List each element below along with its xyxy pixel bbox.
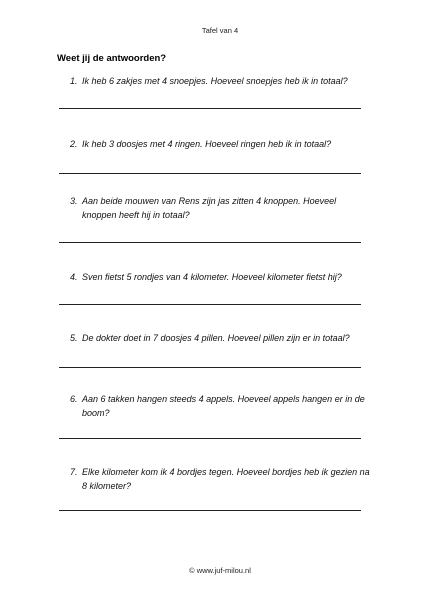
question-text: Elke kilometer kom ik 4 bordjes tegen. Hoeveel bordjes heb ik gezien na 8 kilometer? (82, 467, 370, 491)
answer-line-1[interactable] (59, 108, 361, 109)
question-number: 6. (70, 394, 78, 404)
question-1 (70, 74, 370, 88)
question-number: 1. (70, 76, 78, 86)
question-text: Sven fietst 5 rondjes van 4 kilometer. Hoeveel kilometer fietst hij? (82, 272, 342, 282)
question-3 (70, 194, 370, 222)
question-number: 4. (70, 272, 78, 282)
question-text: Ik heb 6 zakjes met 4 snoepjes. Hoeveel snoepjes heb ik in totaal? (82, 76, 348, 86)
question-number: 5. (70, 333, 78, 343)
question-4 (70, 270, 370, 284)
answer-line-3[interactable] (59, 242, 361, 243)
answer-line-7[interactable] (59, 510, 361, 511)
question-5 (70, 331, 370, 345)
question-text: Aan 6 takken hangen steeds 4 appels. Hoeveel appels hangen er in de boom? (82, 394, 365, 418)
answer-line-6[interactable] (59, 438, 361, 439)
question-number: 3. (70, 196, 78, 206)
answer-line-5[interactable] (59, 367, 361, 368)
answer-line-4[interactable] (59, 304, 361, 305)
section-title: Weet jij de antwoorden? (57, 53, 167, 64)
answer-line-2[interactable] (59, 173, 361, 174)
question-6 (70, 392, 370, 420)
question-number: 2. (70, 139, 78, 149)
question-text: Aan beide mouwen van Rens zijn jas zitten 4 knoppen. Hoeveel knoppen heeft hij in totaal? (82, 196, 337, 220)
question-7 (70, 465, 370, 493)
footer-copyright[interactable]: © www.juf-milou.nl (189, 566, 251, 575)
question-2 (70, 137, 370, 151)
page-header-title: Tafel van 4 (201, 26, 239, 35)
question-text: De dokter doet in 7 doosjes 4 pillen. Hoeveel pillen zijn er in totaal? (82, 333, 350, 343)
question-number: 7. (70, 467, 78, 477)
question-text: Ik heb 3 doosjes met 4 ringen. Hoeveel ringen heb ik in totaal? (82, 139, 332, 149)
